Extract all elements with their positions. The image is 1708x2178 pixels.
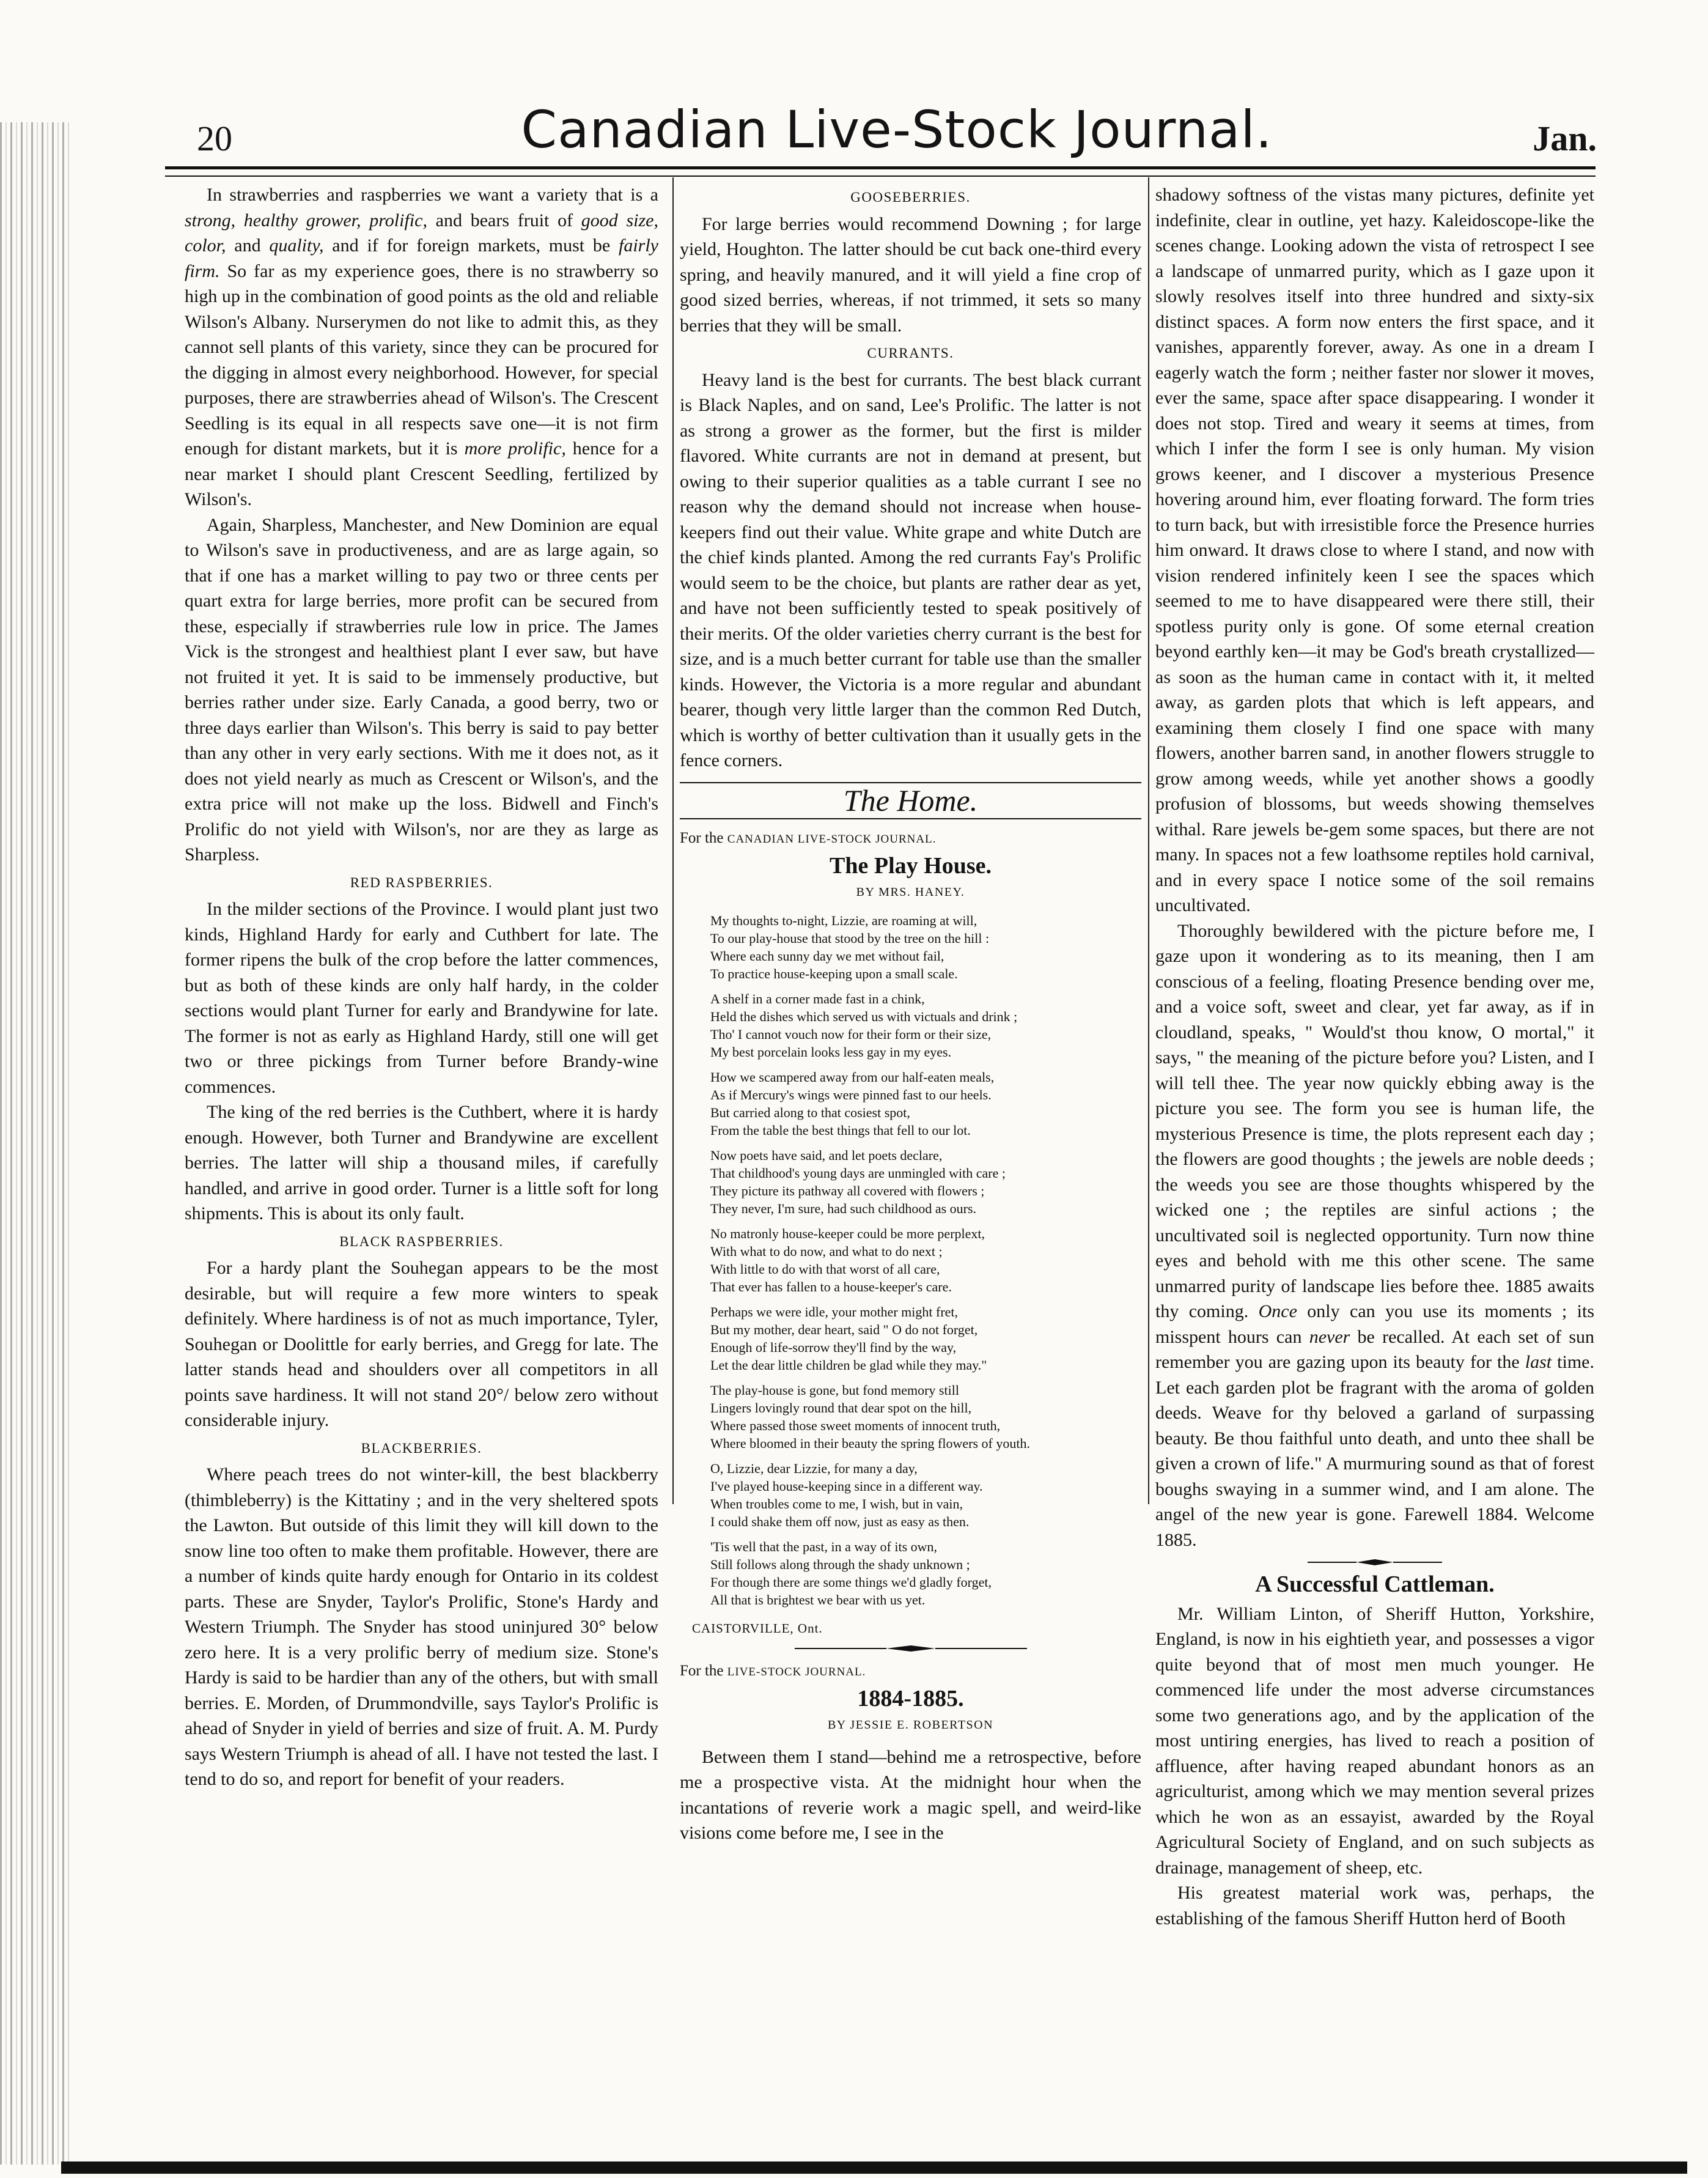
ornamental-divider	[1308, 1559, 1442, 1566]
paragraph: Thoroughly bewildered with the picture before me, I gaze upon it wondering as to its meaning, then I am conscious of a feeling, floating Presence bending over me, and a voice soft, sweet and clear, yet far away, as if in cloudland, speaks, " Would'st thou know, O mortal," it says, " the meaning of the picture before you? Listen, and I will tell thee. The year now quickly ebbing away is the picture you see. The form you see is human life, the mysterious Presence is time, the plots represent each day ; the flowers are good thoughts ; the jewels are noble deeds ; the weeds you see are those thoughts whispered by the wicked one ; the reptiles are sinful actions ; the uncultivated soil is neglected opportunity. Turn now thine eyes and behold with me this other scene. The same unmarred purity of landscape lies before thee. 1885 awaits thy coming. Once only can you use its moments ; its misspent hours can never be recalled. At each set of sun remember you are gazing upon its beauty for the last time. Let each garden plot be fragrant with the aroma of golden deeds. Weave for thy beloved a garland of surpassing beauty. Be thou faithful unto death, and unto thee shall be given a crown of life." A murmuring sound as that of forest boughs swaying in a summer wind, and I am alone. The angel of the new year is gone. Farewell 1884. Welcome 1885.	[1155, 920, 1594, 1550]
paragraph: Mr. William Linton, of Sheriff Hutton, Yorkshire, England, is now in his eightieth year, and possesses a vigor quite beyond that of most men much younger. He commenced life under the most adverse circumstances some two generations ago, and by the application of the most untiring energies, has lived to reach a position of affluence, after having reaped abundant honors as an agriculturist, among which we may mention several prizes which he won as an essayist, awarded by the Royal Agricultural Society of England, and on such subjects as drainage, management of sheep, etc.	[1155, 1603, 1594, 1878]
paragraph: For a hardy plant the Souhegan appears to be the most desirable, but will require a few more winters to speak definitely. Where hardiness is of not as much importance, Tyler, Souhegan or Doolittle for early berries, and Gregg for late. The latter stands head and shoulders over all competitors in all points save hardiness. It will not stand 20°/ below zero without considerable injury.	[185, 1258, 658, 1430]
page-binding-edge	[0, 122, 70, 2165]
page-header	[197, 100, 1597, 170]
column-rule-1	[672, 177, 674, 1504]
attribution-line: For the LIVE-STOCK JOURNAL.	[680, 1663, 866, 1679]
column-1	[185, 182, 658, 1792]
poem-stanza: The play-house is gone, but fond memory still Lingers lovingly round that dear spot on the hill, Where passed those sweet moments of innocent truth, Where bloomed in their beauty the spring flowers of youth.	[710, 1382, 1030, 1451]
poem-stanza: How we scampered away from our half-eaten meals, As if Mercury's wings were pinned fast to our heels. But carried along to that cosiest spot, From the table the best things that fell to our lot.	[710, 1069, 995, 1138]
subheading-blackberries: BLACKBERRIES.	[361, 1440, 482, 1456]
subheading-gooseberries: GOOSEBERRIES.	[850, 190, 971, 205]
attribution-line: For the CANADIAN LIVE-STOCK JOURNAL.	[680, 830, 937, 846]
paragraph: Where peach trees do not winter-kill, the best blackberry (thimbleberry) is the Kittatiny ; and in the very sheltered spots the Lawton. But outside of this limit they will kill down to the snow line too often to make them profitable. However, there are a number of kinds quite hardy enough for Ontario in its coldest parts. These are Snyder, Taylor's Prolific, Stone's Hardy and Western Triumph. The Snyder has stood uninjured 30° below zero here. It is a very prolific berry of medium size. Stone's Hardy is said to be hardier than any of the others, but with small berries. E. Morden, of Drummondville, says Taylor's Prolific is ahead of Snyder in yield of berries and size of fruit. A. M. Purdy says Western Triumph is ahead of all. I have not tested the last. I tend to do so, and report for benefit of your readers.	[185, 1464, 658, 1789]
column-rule-2	[1148, 177, 1149, 1504]
poem-byline: BY MRS. HANEY.	[856, 885, 965, 899]
paragraph: For large berries would recommend Downing ; for large yield, Houghton. The latter should be cut back one-third every spring, and heavily manured, and it will yield a fine crop of good sized berries, whereas, if not trimmed, it sets so many berries that they will be small.	[680, 213, 1141, 336]
poem-stanza: A shelf in a corner made fast in a chink, Held the dishes which served us with victuals and drink ; Tho' I cannot vouch now for their form or their size, My best porcelain looks less gay in my eyes.	[710, 991, 1018, 1060]
paragraph: Again, Sharpless, Manchester, and New Dominion are equal to Wilson's save in productiveness, and are as large again, so that if one has a market willing to pay two or three cents per quart extra for large berries, more profit can be secured from these, especially if strawberries rule low in price. The James Vick is the strongest and healthiest plant I ever saw, but have not fruited it yet. It is said to be immensely productive, but berries rather under size. Early Canada, a good berry, two or three days earlier than Wilson's. This berry is said to pay better than any other in very early sections. With me it does not, as it does not yield nearly as much as Crescent or Wilson's, and the extra price will not make up the loss. Bidwell and Finch's Prolific do not yield with Wilson's, nor are they as large as Sharpless.	[185, 514, 658, 865]
poem-stanza: O, Lizzie, dear Lizzie, for many a day, I've played house-keeping since in a different way. When troubles come to me, I wish, but in vain, I could shake them off now, just as easy as then.	[710, 1460, 983, 1529]
column-2	[680, 182, 1141, 1846]
poem-body	[710, 912, 1141, 1609]
paragraph: shadowy softness of the vistas many pictures, definite yet indefinite, clear in outline, yet hazy. Kaleidoscope-like the scenes change. Looking adown the vista of retrospect I see a landscape of unmarred purity, which as I gaze upon it slowly resolves itself into three hundred and sixty-six distinct spaces. A form now enters the first space, and it vanishes, apparently forever, away. As one in a dream I eagerly watch the form ; neither faster nor slower it moves, ever the same, space after space disappearing. I wonder it does not stop. Tired and weary it seems at times, from which I infer the form I see is only human. My vision grows keener, and I discover a mysterious Presence hovering around him, ever floating forward. The form tries to turn back, but with irresistible force the Presence hurries him onward. It draws close to where I stand, and now with vision rendered infinitely keen I see the spaces which seemed to me to have disappeared were there still, their spotless purity only is gone. Of some eternal creation beyond earthly ken—it may be God's breath crystallized—as soon as the human came in contact with it, it melted away, as garden plots that which is left appears, and examining them closely I find one space with many flowers, another barren sand, in another flowers struggle to grow among weeds, while yet another shows a goodly profusion of blossoms, but weeds showing themselves withal. Rare jewels be-gem some spaces, but there are not many. In spaces not a few loathsome reptiles hold carnival, and in every space I notice some of the soil remains uncultivated.	[1155, 185, 1594, 915]
article-title-1884-1885: 1884-1885.	[857, 1685, 964, 1711]
paragraph: Between them I stand—behind me a retrospective, before me a prospective vista. At the midnight hour when the incantations of reverie work a magic spell, and weird-like visions come before me, I see in the	[680, 1746, 1141, 1843]
bottom-scan-bar	[61, 2161, 1687, 2174]
column-3	[1155, 182, 1594, 1931]
poem-stanza: Perhaps we were idle, your mother might fret, But my mother, dear heart, said " O do not forget, Enough of life-sorrow they'll find by the way, Let the dear little children be glad while they may."	[710, 1304, 987, 1373]
paragraph: The king of the red berries is the Cuthbert, where it is hardy enough. However, both Turner and Brandywine are excellent berries. The latter will ship a thousand miles, if carefully handled, and arrive in good order. Turner is a little soft for long shipments. This is about its only fault.	[185, 1102, 658, 1224]
journal-title: Canadian Live-Stock Journal.	[521, 100, 1273, 160]
article-byline: BY JESSIE E. ROBERTSON	[827, 1718, 994, 1732]
poem-stanza: Now poets have said, and let poets declare, That childhood's young days are unmingled with care ; They picture its pathway all covered with flowers ; They never, I'm sure, had such childhood as ours.	[710, 1147, 1006, 1216]
poem-stanza: My thoughts to-night, Lizzie, are roaming at will, To our play-house that stood by the tree on the hill : Where each sunny day we met without fail, To practice house-keeping upon a small scale.	[710, 912, 990, 981]
poem-place: CAISTORVILLE, Ont.	[692, 1620, 823, 1636]
paragraph: Heavy land is the best for currants. The best black currant is Black Naples, and on sand, Lee's Prolific. The latter is not as strong a grower as the former, but the first is milder flavored. White currants are not in demand at present, but owing to their superior qualities as a table currant I see no reason why the demand should not increase when house-keepers find out their value. White grape and white Dutch are the chief kinds planted. Among the red currants Fay's Prolific would seem to be the choice, but plants are rather dear as yet, and have not been sufficiently tested to speak positively of their merits. Of the older varieties cherry currant is the best for size, and is a much better currant for table use than the smaller kinds. However, the Victoria is a more regular and abundant bearer, though very little larger than the common Red Dutch, which is worthy of better cultivation than it usually gets in the fence corners.	[680, 369, 1141, 770]
poem-stanza: No matronly house-keeper could be more perplext, With what to do now, and what to do next ; With little to do with that worst of all care, That ever has fallen to a house-keeper's care.	[710, 1225, 985, 1294]
paragraph: In strawberries and raspberries we want a variety that is a strong, healthy grower, prolific, and bears fruit of good size, color, and quality, and if for foreign markets, must be fairly firm. So far as my experience goes, there is no strawberry so high up in the combination of good points as the old and reliable Wilson's Albany. Nurserymen do not like to admit this, as they cannot sell plants of this variety, since they can be procured for the digging in almost every neighborhood. However, for special purposes, there are strawberries ahead of Wilson's. The Crescent Seedling is its equal in all respects save one—it is not firm enough for distant markets, but it is more prolific, hence for a near market I should plant Crescent Seedling, fertilized by Wilson's.	[185, 185, 658, 509]
subheading-red-raspberries: RED RASPBERRIES.	[350, 874, 493, 890]
paragraph: In the milder sections of the Province. I would plant just two kinds, Highland Hardy for early and Cuthbert for late. The former ripens the bulk of the crop before the latter commences, but as both of these kinds are only half hardy, in the colder sections would plant Turner for early and Brandywine for late. The former is not as early as Highland Hardy, still one will get two or three pickings from Turner before Brandy-wine commences.	[185, 899, 658, 1097]
poem-stanza: 'Tis well that the past, in a way of its own, Still follows along through the shady unknown ; For though there are some things we'd gladly forget, All that is brightest we bear with us yet.	[710, 1538, 992, 1608]
subheading-black-raspberries: BLACK RASPBERRIES.	[339, 1233, 504, 1249]
page-number: 20	[197, 119, 232, 158]
section-heading-the-home: The Home.	[680, 782, 1141, 820]
issue-month: Jan.	[1533, 119, 1597, 158]
header-rule	[165, 166, 1596, 177]
poem-title: The Play House.	[830, 852, 992, 879]
subheading-currants: CURRANTS.	[867, 345, 954, 361]
ornamental-divider	[795, 1645, 1027, 1652]
paragraph: His greatest material work was, perhaps, the establishing of the famous Sheriff Hutton herd of Booth	[1155, 1883, 1594, 1929]
article-title-successful-cattleman: A Successful Cattleman.	[1255, 1571, 1495, 1597]
